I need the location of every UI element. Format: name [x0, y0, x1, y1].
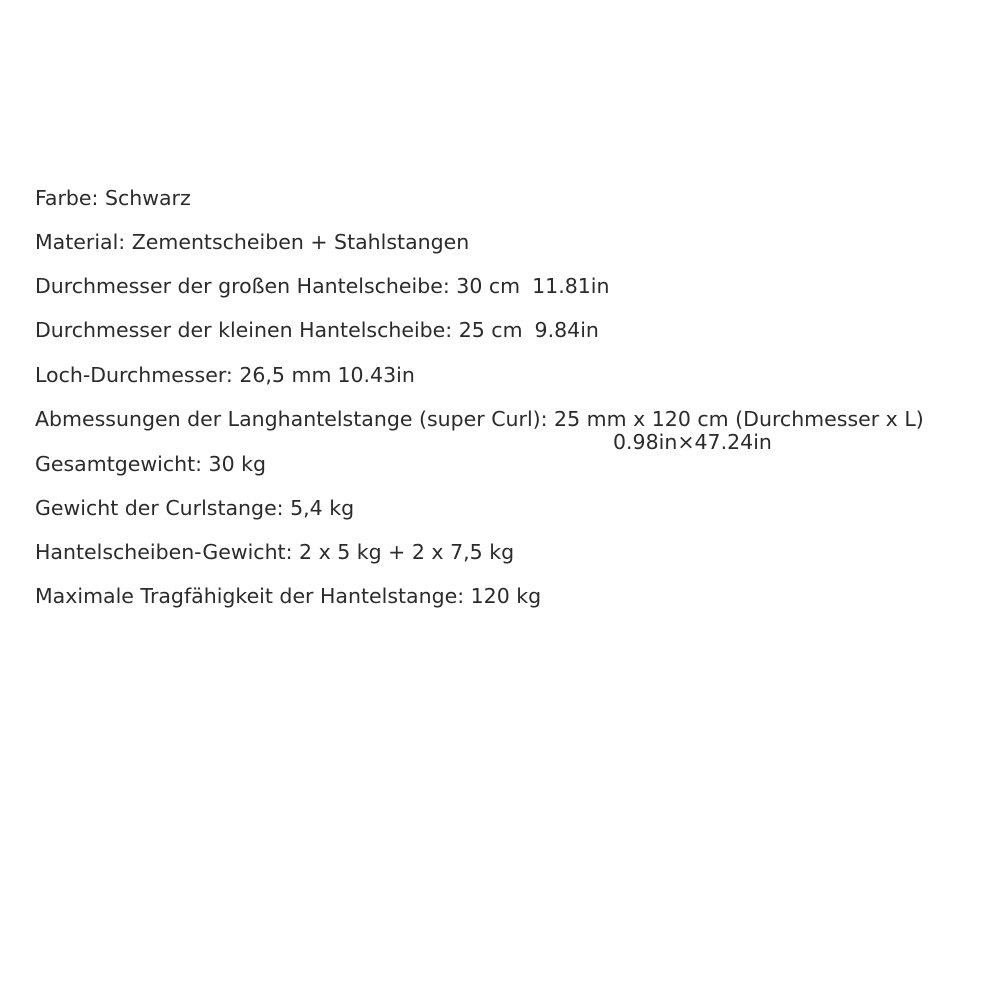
spec-material: Material: Zementscheiben + Stahlstangen — [35, 230, 470, 254]
spec-hole-diameter-metric: Loch-Durchmesser: 26,5 mm — [35, 363, 332, 387]
spec-hole-diameter-inches: 10.43in — [337, 363, 415, 387]
spec-small-plate-diameter — [35, 318, 599, 342]
spec-small-plate-diameter-inches: 9.84in — [534, 318, 599, 342]
spec-bar-dimensions: Abmessungen der Langhantelstange (super Curl): 25 mm x 120 cm (Durchmesser x L) — [35, 407, 924, 431]
spec-bar-dimensions-inches: 0.98in×47.24in — [613, 430, 772, 454]
spec-max-load: Maximale Tragfähigkeit der Hantelstange: 120 kg — [35, 584, 542, 608]
spec-plate-weight: Hantelscheiben-Gewicht: 2 x 5 kg + 2 x 7,5 kg — [35, 540, 515, 564]
spec-large-plate-diameter-metric: Durchmesser der großen Hantelscheibe: 30 cm — [35, 274, 521, 298]
spec-hole-diameter — [35, 363, 415, 387]
spec-large-plate-diameter-inches: 11.81in — [532, 274, 610, 298]
spec-small-plate-diameter-metric: Durchmesser der kleinen Hantelscheibe: 25 cm — [35, 318, 523, 342]
spec-large-plate-diameter — [35, 274, 610, 298]
spec-total-weight: Gesamtgewicht: 30 kg — [35, 452, 267, 476]
spec-curl-bar-weight: Gewicht der Curlstange: 5,4 kg — [35, 496, 355, 520]
spec-color: Farbe: Schwarz — [35, 186, 191, 210]
